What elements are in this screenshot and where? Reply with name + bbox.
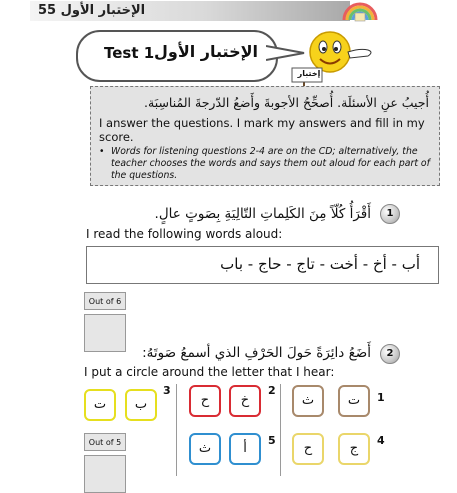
letter-card-g3-b[interactable]: ب (125, 389, 157, 421)
group-number-5: 5 (268, 434, 276, 447)
score-label-q2: Out of 5 (84, 433, 126, 451)
instructions-arabic: أُجيبُ عنِ الأسئلَة. أُصحِّحُ الأجوبةَ وأَضعُ الدّرجةَ المُناسِبَة. (144, 95, 429, 110)
test-title-arabic: الإختبار الأول (154, 42, 259, 61)
exam-sign-label: إختبار (297, 69, 321, 78)
group-divider-left (176, 384, 177, 476)
question-number-1: 1 (380, 204, 400, 224)
question2-english: I put a circle around the letter that I hear: (84, 365, 335, 379)
bullet-icon: • (99, 146, 105, 157)
question1-english: I read the following words aloud: (86, 227, 283, 241)
group-divider-right (280, 384, 281, 476)
letter-card-g1-a[interactable]: ث (292, 385, 324, 417)
letter-card-g4-b[interactable]: ج (338, 433, 370, 465)
words-to-read: أب - أخ - أخت - تاج - حاج - باب (220, 255, 420, 273)
letter-card-g4-a[interactable]: ح (292, 433, 324, 465)
header-title-text: الإختبار الأول (60, 3, 146, 18)
letter-card-g2-b[interactable]: خ (229, 385, 261, 417)
instructions-note (99, 146, 435, 182)
score-label-q1: Out of 6 (84, 292, 126, 310)
letter-card-g2-a[interactable]: ح (189, 385, 221, 417)
question2-arabic: أَضَعُ دائِرَةً حَولَ الحَرْفِ الذي أسمعُ صَوتَهُ: (142, 345, 371, 361)
test-title-english: Test 1 (104, 44, 155, 62)
score-box-q2[interactable] (84, 455, 126, 493)
group-number-3: 3 (163, 384, 171, 397)
letter-card-g3-a[interactable]: ت (84, 389, 116, 421)
words-box (86, 246, 439, 284)
score-box-q1[interactable] (84, 314, 126, 352)
group-number-1: 1 (377, 391, 385, 404)
question-number-2: 2 (380, 344, 400, 364)
letter-card-g1-b[interactable]: ت (338, 385, 370, 417)
page-header-title (38, 3, 145, 18)
page-number: 55 (38, 3, 57, 18)
smiley-mascot-icon (290, 28, 378, 92)
group-number-2: 2 (268, 384, 276, 397)
instructions-note-text: Words for listening questions 2-4 are on the CD; alternatively, the teacher chooses the words and says them out aloud for each part of the questions. (111, 146, 430, 181)
instructions-box (90, 86, 440, 186)
letter-card-g5-a[interactable]: ث (189, 433, 221, 465)
question1-arabic: أَقْرَأُ كُلّاً مِنَ الكَلِماتِ التّالِيَةِ بِصَوتٍ عالٍ. (154, 206, 371, 222)
group-number-4: 4 (377, 434, 385, 447)
instructions-english: I answer the questions. I mark my answers and fill in my score. (99, 116, 425, 144)
letter-card-g5-b[interactable]: أ (229, 433, 261, 465)
rainbow-house-icon (341, 0, 379, 22)
